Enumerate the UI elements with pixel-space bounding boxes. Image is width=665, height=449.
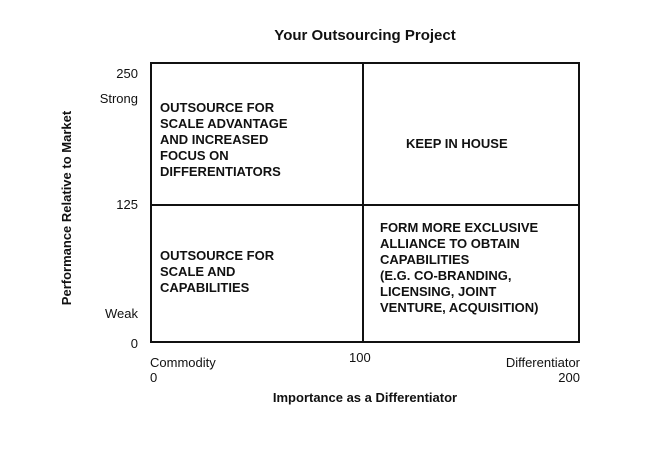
quadrant-bottom-right bbox=[380, 220, 538, 316]
y-tick-125: 125 bbox=[116, 197, 138, 212]
x-axis-label: Importance as a Differentiator bbox=[272, 390, 458, 405]
y-tick-strong: Strong bbox=[99, 91, 138, 106]
y-tick-0: 0 bbox=[130, 336, 138, 351]
quadrant-line: KEEP IN HOUSE bbox=[406, 136, 508, 151]
quadrant-line: SCALE ADVANTAGE bbox=[160, 116, 288, 131]
quadrant-line: CAPABILITIES bbox=[380, 252, 470, 267]
vertical-divider bbox=[362, 62, 364, 343]
quadrant-line: CAPABILITIES bbox=[160, 280, 250, 295]
y-tick-250: 250 bbox=[116, 66, 138, 81]
quadrant-top-left bbox=[160, 100, 288, 180]
quadrant-top-right bbox=[406, 136, 508, 152]
x-tick-differentiator: Differentiator bbox=[505, 355, 580, 370]
horizontal-divider bbox=[150, 204, 580, 206]
x-tick-200: 200 bbox=[558, 370, 580, 385]
quadrant-line: DIFFERENTIATORS bbox=[160, 164, 281, 179]
x-tick-0: 0 bbox=[150, 370, 158, 385]
quadrant-line: LICENSING, JOINT bbox=[380, 284, 497, 299]
quadrant-line: OUTSOURCE FOR bbox=[160, 100, 275, 115]
chart-title: Your Outsourcing Project bbox=[274, 27, 456, 44]
quadrant-line: OUTSOURCE FOR bbox=[160, 248, 275, 263]
x-tick-100: 100 bbox=[349, 350, 371, 365]
y-tick-weak: Weak bbox=[105, 306, 138, 321]
quadrant-line: FORM MORE EXCLUSIVE bbox=[380, 220, 539, 235]
quadrant-line: (E.G. CO-BRANDING, bbox=[380, 268, 512, 283]
quadrant-line: VENTURE, ACQUISITION) bbox=[380, 300, 539, 315]
x-tick-commodity: Commodity bbox=[150, 355, 216, 370]
y-axis-label: Performance Relative to Market bbox=[59, 110, 74, 306]
quadrant-line: SCALE AND bbox=[160, 264, 236, 279]
quadrant-line: ALLIANCE TO OBTAIN bbox=[380, 236, 520, 251]
quadrant-line: AND INCREASED bbox=[160, 132, 269, 147]
quadrant-bottom-left bbox=[160, 248, 274, 296]
quadrant-line: FOCUS ON bbox=[160, 148, 229, 163]
